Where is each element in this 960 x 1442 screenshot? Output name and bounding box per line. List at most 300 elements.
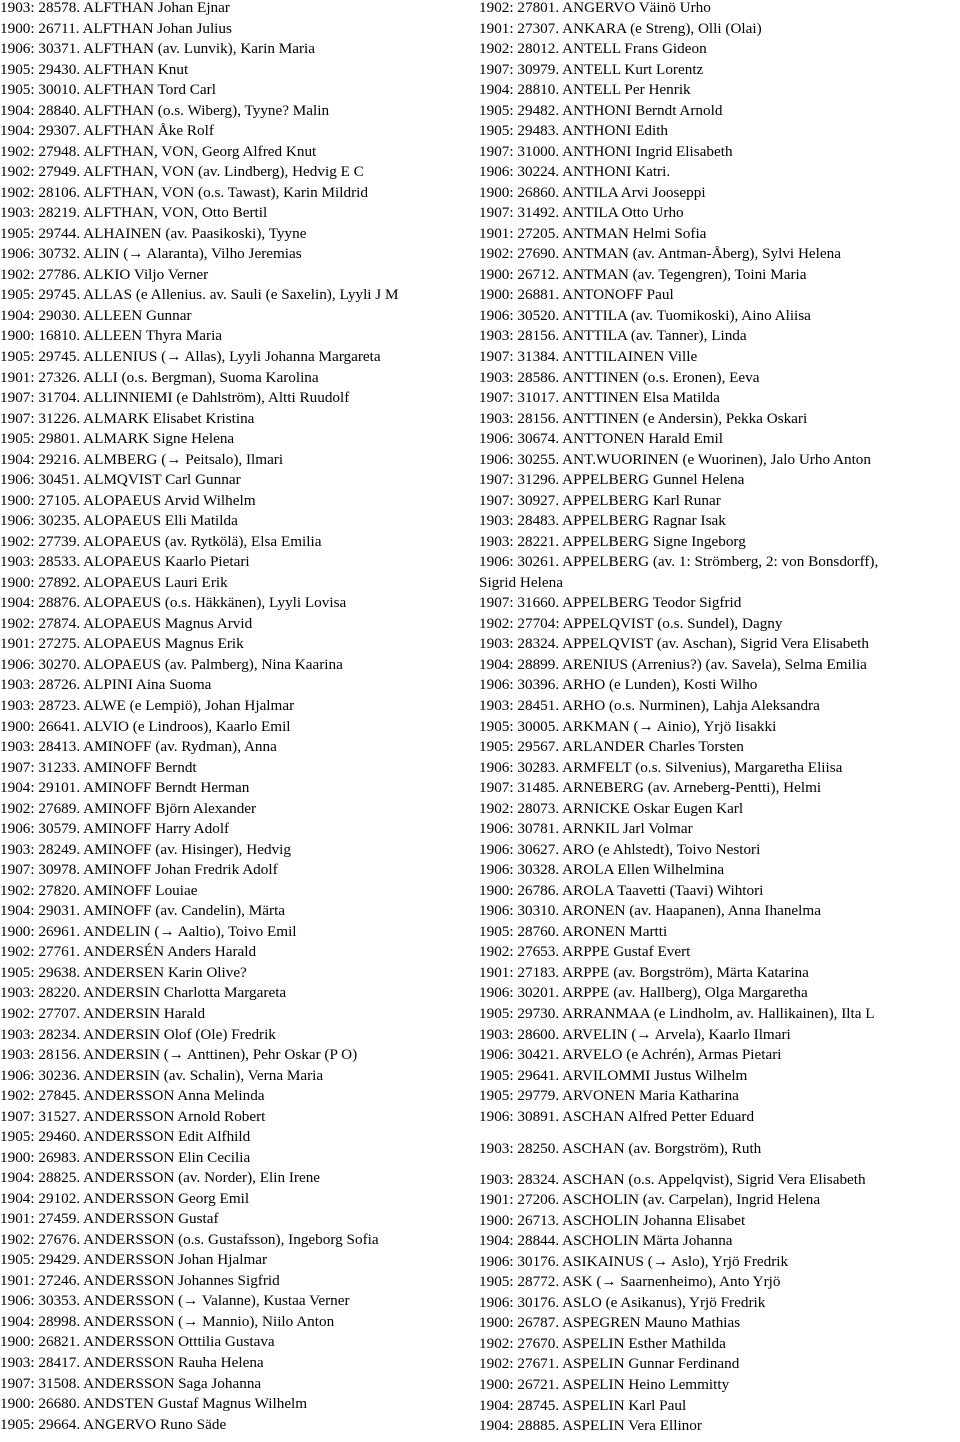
entry-name: ASPELIN Vera Ellinor (562, 1417, 702, 1435)
entry-name: ARHO (o.s. Nurminen), Lahja Aleksandra (562, 697, 820, 715)
register-entry (479, 244, 960, 265)
entry-number: 1904: 28840. (0, 101, 81, 119)
register-entry (0, 101, 478, 122)
entry-number: 1903: 28483. (479, 512, 560, 530)
register-entry (0, 429, 478, 450)
register-entry (0, 326, 478, 347)
entry-name: ALOPAEUS Magnus Erik (83, 635, 244, 653)
register-entry (0, 285, 478, 306)
register-entry (479, 675, 960, 696)
entry-number: 1905: 29483. (479, 122, 560, 140)
entry-name: ARRANMAA (e Lindholm, av. Hallikainen), Ilta L (562, 1004, 875, 1022)
entry-name: ARHO (e Lunden), Kosti Wilho (562, 676, 758, 694)
entry-number: 1907: 30979. (479, 60, 560, 78)
entry-name: ALFTHAN Knut (83, 60, 189, 78)
entry-number: 1905: 29801. (0, 430, 81, 448)
entry-number: 1901: 27206. (479, 1191, 560, 1209)
register-entry (479, 0, 960, 19)
entry-number: 1901: 27459. (0, 1210, 81, 1228)
entry-number: 1903: 28324. (479, 1170, 560, 1188)
entry-number: 1902: 27707. (0, 1004, 81, 1022)
entry-name: ANTTINEN (o.s. Eronen), Eeva (562, 368, 760, 386)
entry-number: 1903: 28250. (479, 1140, 560, 1158)
register-entry (0, 942, 478, 963)
entry-name: ASIKAINUS (→ Aslo), Yrjö Fredrik (562, 1252, 789, 1270)
entry-name: ASCHOLIN Johanna Elisabet (562, 1211, 746, 1229)
entry-name: ARPPE (av. Borgström), Märta Katarina (562, 963, 809, 981)
register-entry (0, 778, 478, 799)
entry-name: AMINOFF Louiae (83, 881, 198, 899)
register-entry (479, 347, 960, 368)
entry-name: ASPELIN Gunnar Ferdinand (562, 1355, 740, 1373)
entry-number: 1903: 28600. (479, 1025, 560, 1043)
register-entry (479, 1252, 960, 1273)
register-entry (479, 1045, 960, 1066)
entry-name: ASLO (e Asikanus), Yrjö Fredrik (562, 1293, 766, 1311)
entry-number: 1902: 28106. (0, 183, 81, 201)
entry-name: AMINOFF Berndt (83, 758, 197, 776)
register-entry (0, 121, 478, 142)
register-entry (0, 963, 478, 984)
register-entry (0, 1353, 478, 1374)
entry-number: 1900: 26711. (0, 19, 80, 37)
register-entry (0, 470, 478, 491)
entry-number: 1903: 28156. (479, 409, 560, 427)
entry-name: ANKARA (e Streng), Olli (Olai) (562, 19, 762, 37)
entry-name: ALLINNIEMI (e Dahlström), Altti Ruudolf (83, 389, 350, 407)
entry-name: ANTILA Arvi Jooseppi (562, 183, 706, 201)
entry-number: 1900: 26680. (0, 1395, 81, 1413)
entry-name: AMINOFF Berndt Herman (83, 779, 250, 797)
register-entry (479, 142, 960, 163)
entry-name: ANDERSSON Johan Hjalmar (83, 1251, 268, 1269)
register-entry (479, 758, 960, 779)
entry-name: AMINOFF Harry Adolf (83, 820, 230, 838)
register-entry (0, 1312, 478, 1333)
register-entry (479, 717, 960, 738)
register-entry (479, 1139, 960, 1160)
entry-name: ANTELL Kurt Lorentz (562, 60, 704, 78)
entry-number: 1906: 30310. (479, 902, 560, 920)
register-entry (479, 1293, 960, 1314)
register-entry (0, 799, 478, 820)
entry-number: 1905: 28760. (479, 922, 560, 940)
register-entry (0, 1374, 478, 1395)
entry-name: ASPELIN Karl Paul (562, 1396, 687, 1414)
entry-name: ANDERSSON Gustaf (83, 1210, 219, 1228)
entry-number: 1902: 27761. (0, 943, 81, 961)
register-entry (0, 901, 478, 922)
entry-name: APPELBERG Teodor Sigfrid (562, 594, 742, 612)
entry-number: 1907: 31000. (479, 142, 560, 160)
register-entry (479, 1066, 960, 1087)
entry-number: 1900: 26983. (0, 1148, 81, 1166)
entry-number: 1905: 29730. (479, 1004, 560, 1022)
entry-number: 1903: 28533. (0, 553, 81, 571)
register-entry (479, 224, 960, 245)
entry-number: 1900: 26961. (0, 922, 81, 940)
entry-number: 1905: 29638. (0, 963, 81, 981)
entry-name: ASPEGREN Mauno Mathias (562, 1314, 741, 1332)
entry-name: ALFTHAN Johan Julius (82, 19, 232, 37)
register-entry (479, 1107, 960, 1128)
entry-number: 1904: 29216. (0, 450, 81, 468)
entry-name: ANTELL Per Henrik (562, 81, 691, 99)
entry-name: ALMBERG (→ Peitsalo), Ilmari (83, 450, 284, 468)
entry-name: ANDERSSON (o.s. Gustafsson), Ingeborg Sofia (83, 1230, 379, 1248)
entry-number: 1902: 27786. (0, 265, 81, 283)
entry-name: ANTHONI Berndt Arnold (562, 101, 723, 119)
entry-number: 1900: 27105. (0, 491, 81, 509)
entry-number: 1906: 30255. (479, 450, 560, 468)
entry-name: ALFTHAN Tord Carl (83, 81, 216, 99)
register-entry (0, 162, 478, 183)
entry-number: 1906: 30371. (0, 40, 81, 58)
entry-name: ARLANDER Charles Torsten (562, 738, 744, 756)
entry-number: 1902: 27671. (479, 1355, 560, 1373)
entry-number: 1907: 31527. (0, 1107, 81, 1125)
register-entry (479, 409, 960, 430)
entry-number: 1905: 29429. (0, 1251, 81, 1269)
register-entry (479, 1334, 960, 1355)
register-entry (479, 60, 960, 81)
entry-name: ANDERSSON Rauha Helena (83, 1353, 264, 1371)
register-entry (0, 306, 478, 327)
entry-name: ANDERSSON Edit Alfhild (83, 1128, 251, 1146)
register-entry (0, 511, 478, 532)
entry-name: ANT.WUORINEN (e Wuorinen), Jalo Urho Anton (562, 450, 871, 468)
register-entry (479, 737, 960, 758)
entry-name: ASCHOLIN (av. Carpelan), Ingrid Helena (562, 1191, 821, 1209)
register-entry (0, 983, 478, 1004)
entry-name: ARENIUS (Arrenius?) (av. Savela), Selma Emilia (562, 655, 867, 673)
entry-name: ANDERSIN (→ Anttinen), Pehr Oskar (P O) (83, 1046, 358, 1064)
entry-number: 1906: 30283. (479, 758, 560, 776)
register-entry (479, 326, 960, 347)
entry-number: 1906: 30176. (479, 1293, 560, 1311)
entry-number: 1905: 29779. (479, 1087, 560, 1105)
register-entry (0, 634, 478, 655)
register-entry (0, 717, 478, 738)
entry-number: 1907: 31233. (0, 758, 81, 776)
register-entry (0, 1250, 478, 1271)
entry-number: 1905: 29641. (479, 1066, 560, 1084)
entry-name: ALVIO (e Lindroos), Kaarlo Emil (83, 717, 291, 735)
entry-name: ALFTHAN, VON (av. Lindberg), Hedvig E C (83, 163, 364, 181)
entry-number: 1902: 27670. (479, 1334, 560, 1352)
entry-number: 1905: 28772. (479, 1273, 560, 1291)
register-entry (0, 860, 478, 881)
entry-number: 1905: 29460. (0, 1128, 81, 1146)
entry-number: 1905: 29430. (0, 60, 81, 78)
entry-name: ASCHOLIN Märta Johanna (562, 1232, 733, 1250)
entry-name: ARMFELT (o.s. Silvenius), Margaretha Eliisa (562, 758, 843, 776)
register-entry (479, 203, 960, 224)
entry-name: ALOPAEUS Elli Matilda (83, 512, 238, 530)
entry-name: ANDERSSON Johannes Sigfrid (83, 1271, 280, 1289)
entry-name: ANDERSSON Georg Emil (83, 1189, 250, 1207)
entry-number: 1903: 28578. (0, 0, 81, 16)
entry-name: ARVILOMMI Justus Wilhelm (562, 1066, 748, 1084)
register-entry (479, 368, 960, 389)
entry-number: 1906: 30201. (479, 984, 560, 1002)
entry-number: 1904: 28844. (479, 1232, 560, 1250)
register-entry (0, 1332, 478, 1353)
register-entry (0, 881, 478, 902)
entry-number: 1905: 29745. (0, 348, 81, 365)
register-entry (479, 1190, 960, 1211)
register-entry (0, 388, 478, 409)
entry-number: 1905: 29745. (0, 286, 81, 304)
entry-number: 1900: 26860. (479, 183, 560, 201)
register-entry (0, 655, 478, 676)
entry-name: ALFTHAN Åke Rolf (83, 122, 214, 140)
register-entry (0, 19, 478, 40)
entry-name: ANDERSEN Karin Olive? (83, 963, 247, 981)
entry-number: 1904: 28745. (479, 1396, 560, 1414)
register-entry (0, 142, 478, 163)
register-entry (0, 368, 478, 389)
entry-number: 1900: 26713. (479, 1211, 560, 1229)
entry-name: ARONEN Martti (562, 922, 668, 940)
register-entry (479, 799, 960, 820)
register-entry (479, 285, 960, 306)
entry-number: 1904: 28899. (479, 655, 560, 673)
entry-number: 1906: 30579. (0, 820, 81, 838)
entry-name: ANTMAN Helmi Sofia (562, 224, 707, 242)
entry-number: 1900: 26821. (0, 1333, 81, 1351)
entry-name: AROLA Taavetti (Taavi) Wihtori (562, 881, 764, 899)
register-entry (0, 1045, 478, 1066)
register-entry (479, 1025, 960, 1046)
entry-name: ALFTHAN, VON, Otto Bertil (83, 204, 268, 222)
register-entry (0, 1025, 478, 1046)
register-entry (479, 39, 960, 60)
entry-name: ANDERSSON (→ Valanne), Kustaa Verner (83, 1292, 350, 1310)
register-entry (0, 614, 478, 635)
register-entry (0, 1148, 478, 1169)
entry-number: 1905: 29567. (479, 738, 560, 756)
entry-number: 1903: 28451. (479, 697, 560, 715)
register-entry (0, 1004, 478, 1025)
entry-number: 1906: 30261. (479, 553, 560, 571)
entry-number: 1904: 29101. (0, 779, 81, 797)
entry-number: 1903: 28723. (0, 697, 81, 715)
entry-name: APPELBERG Ragnar Isak (562, 512, 726, 530)
entry-number: 1906: 30396. (479, 676, 560, 694)
register-entry (0, 60, 478, 81)
entry-number: 1902: 28073. (479, 799, 560, 817)
entry-number: 1902: 27949. (0, 163, 81, 181)
entry-number: 1903: 28156. (0, 1046, 81, 1064)
entry-number: 1904: 29102. (0, 1189, 81, 1207)
register-entry (0, 675, 478, 696)
entry-number: 1902: 27874. (0, 614, 81, 632)
register-entry (479, 1004, 960, 1025)
entry-name: APPELQVIST (av. Aschan), Sigrid Vera Elisabeth (562, 635, 869, 653)
register-entry (0, 183, 478, 204)
entry-name: ANGERVO Väinö Urho (562, 0, 711, 16)
entry-name: ANDERSSON Arnold Robert (83, 1107, 266, 1125)
register-entry (479, 511, 960, 532)
entry-number: 1903: 28249. (0, 840, 81, 858)
entry-name: ARVONEN Maria Katharina (562, 1087, 739, 1105)
register-entry (479, 840, 960, 861)
register-entry (479, 819, 960, 840)
entry-number: 1906: 30451. (0, 471, 81, 489)
entry-number: 1906: 30270. (0, 655, 81, 673)
entry-name: ANTTONEN Harald Emil (562, 430, 723, 448)
register-entry (479, 655, 960, 676)
entry-number: 1901: 27307. (479, 19, 560, 37)
entry-name: ANTTILAINEN Ville (562, 348, 698, 365)
entry-name: ANDSTEN Gustaf Magnus Wilhelm (83, 1395, 308, 1413)
entry-name: ALLI (o.s. Bergman), Suoma Karolina (83, 368, 319, 386)
register-entry (0, 696, 478, 717)
entry-name: ALPINI Aina Suoma (83, 676, 212, 694)
register-entry (479, 922, 960, 943)
register-entry (0, 573, 478, 594)
register-entry (479, 162, 960, 183)
entry-number: 1902: 27948. (0, 142, 81, 160)
register-entry (479, 265, 960, 286)
entry-number: 1903: 28417. (0, 1353, 81, 1371)
entry-name: ANTTILA (av. Tuomikoski), Aino Aliisa (562, 306, 811, 324)
register-entry (0, 1209, 478, 1230)
entry-name: ALKIO Viljo Verner (83, 265, 209, 283)
entry-name: APPELBERG Gunnel Helena (562, 471, 745, 489)
entry-name: ANGERVO Runo Säde (83, 1415, 227, 1433)
entry-name: ARNICKE Oskar Eugen Karl (562, 799, 744, 817)
register-entry (0, 737, 478, 758)
entry-name: ALMARK Elisabet Kristina (83, 409, 255, 427)
entry-name: ARPPE Gustaf Evert (562, 943, 691, 961)
entry-number: 1906: 30421. (479, 1046, 560, 1064)
register-entry (0, 80, 478, 101)
register-entry (479, 614, 960, 635)
entry-name: ANDERSIN (av. Schalin), Verna Maria (83, 1066, 324, 1084)
entry-number: 1907: 31384. (479, 348, 560, 365)
entry-number: 1902: 27689. (0, 799, 81, 817)
entry-name: ALMARK Signe Helena (83, 430, 235, 448)
entry-number: 1904: 28885. (479, 1417, 560, 1435)
register-entry (0, 593, 478, 614)
entry-name: ANTILA Otto Urho (562, 204, 684, 222)
entry-name: AMINOFF (av. Rydman), Anna (83, 738, 277, 756)
entry-number: 1902: 27653. (479, 943, 560, 961)
entry-number: 1906: 30674. (479, 430, 560, 448)
register-entry (479, 1416, 960, 1437)
entry-name: ARVELO (e Achrén), Armas Pietari (562, 1046, 782, 1064)
entry-number: 1907: 31226. (0, 409, 81, 427)
entry-number: 1901: 27326. (0, 368, 81, 386)
entry-number: 1907: 31660. (479, 594, 560, 612)
entry-name: ALOPAEUS (o.s. Häkkänen), Lyyli Lovisa (83, 594, 347, 612)
register-entry (479, 778, 960, 799)
entry-number: 1901: 27183. (479, 963, 560, 981)
register-entry (0, 1066, 478, 1087)
register-entry (479, 634, 960, 655)
entry-name: ANDERSIN Harald (83, 1004, 206, 1022)
register-entry (479, 1231, 960, 1252)
entry-name: AMINOFF (av. Hisinger), Hedvig (83, 840, 291, 858)
entry-name: ANTTILA (av. Tanner), Linda (562, 327, 747, 345)
register-entry (0, 819, 478, 840)
entry-number: 1904: 28876. (0, 594, 81, 612)
register-entry (0, 491, 478, 512)
entry-number: 1904: 28998. (0, 1312, 81, 1330)
entry-name: ALFTHAN, VON, Georg Alfred Knut (83, 142, 317, 160)
register-entry (479, 983, 960, 1004)
entry-number: 1902: 27801. (479, 0, 560, 16)
entry-name: ALOPAEUS Magnus Arvid (83, 614, 253, 632)
entry-number: 1900: 26712. (479, 265, 560, 283)
entry-number: 1906: 30236. (0, 1066, 81, 1084)
entry-number: 1902: 27845. (0, 1087, 81, 1105)
register-entry (479, 1272, 960, 1293)
entry-name: ARONEN (av. Haapanen), Anna Ihanelma (562, 902, 821, 920)
register-entry (479, 306, 960, 327)
register-entry (479, 942, 960, 963)
entry-number: 1902: 27676. (0, 1230, 81, 1248)
entry-name: ALFTHAN, VON (o.s. Tawast), Karin Mildrid (83, 183, 368, 201)
register-entry (479, 19, 960, 40)
entry-number: 1907: 31485. (479, 779, 560, 797)
entry-name: ALFTHAN Johan Ejnar (83, 0, 230, 16)
register-entry (479, 80, 960, 101)
register-entry (0, 224, 478, 245)
register-entry (0, 409, 478, 430)
entry-number: 1900: 26881. (479, 286, 560, 304)
register-entry (0, 265, 478, 286)
entry-number: 1906: 30224. (479, 163, 560, 181)
entry-name: ANDERSSON Saga Johanna (83, 1374, 262, 1392)
entry-number: 1905: 29664. (0, 1415, 81, 1433)
entry-number: 1902: 27739. (0, 532, 81, 550)
entry-name: AMINOFF Björn Alexander (83, 799, 257, 817)
entry-name: ANDERSSON Elin Cecilia (83, 1148, 251, 1166)
register-entry (479, 1086, 960, 1107)
entry-number: 1900: 16810. (0, 327, 81, 345)
entry-number: 1907: 31492. (479, 204, 560, 222)
entry-name: ASCHAN (o.s. Appelqvist), Sigrid Vera Elisabeth (562, 1170, 866, 1188)
entry-name: ANTONOFF Paul (562, 286, 674, 304)
entry-number: 1902: 27690. (479, 245, 560, 263)
entry-number: 1901: 27275. (0, 635, 81, 653)
entry-number: 1903: 28234. (0, 1025, 81, 1043)
register-entry (0, 840, 478, 861)
entry-number: 1902: 27704: (479, 614, 560, 632)
entry-name: AMINOFF Johan Fredrik Adolf (83, 861, 278, 879)
register-entry (0, 922, 478, 943)
register-entry (479, 1211, 960, 1232)
entry-name: ANTHONI Edith (562, 122, 669, 140)
entry-number: 1900: 26641. (0, 717, 81, 735)
entry-number: 1903: 28221. (479, 532, 560, 550)
entry-name: AROLA Ellen Wilhelmina (562, 861, 725, 879)
register-entry (479, 1354, 960, 1375)
entry-name: ALMQVIST Carl Gunnar (83, 471, 241, 489)
entry-number: 1906: 30353. (0, 1292, 81, 1310)
entry-name: ARKMAN (→ Ainio), Yrjö Iisakki (562, 717, 777, 735)
entry-number: 1900: 26721. (479, 1375, 560, 1393)
entry-name: ASPELIN Esther Mathilda (562, 1334, 726, 1352)
register-entry (479, 1170, 960, 1191)
entry-number: 1907: 30978. (0, 861, 81, 879)
entry-number: 1904: 28825. (0, 1169, 81, 1187)
register-entry (0, 203, 478, 224)
entry-number: 1906: 30891. (479, 1107, 560, 1125)
